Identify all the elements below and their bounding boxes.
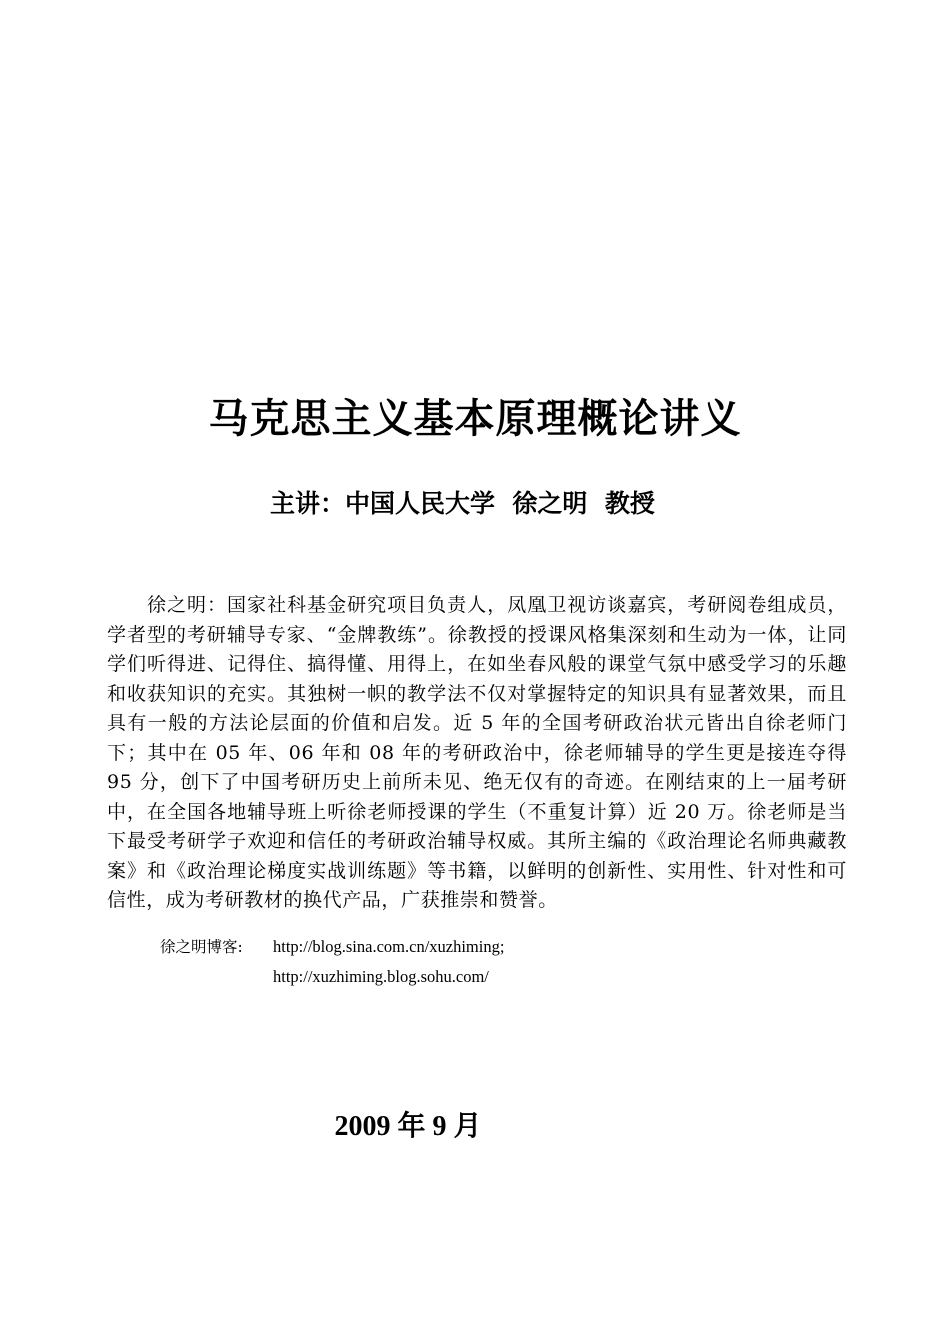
blog-label-spacer bbox=[160, 962, 273, 992]
author-bio bbox=[107, 591, 847, 916]
blog-row-1 bbox=[160, 932, 860, 962]
blog-label: 徐之明博客: bbox=[160, 938, 243, 956]
document-title: 马克思主义基本原理概论讲义 bbox=[208, 396, 742, 442]
blog-links bbox=[160, 932, 860, 992]
document-date: 2009 年 9 月 bbox=[334, 1111, 482, 1142]
blog-row-2 bbox=[160, 962, 860, 992]
author-name: 徐之明： bbox=[147, 594, 228, 616]
lecturer-line: 主讲：中国人民大学 徐之明 教授 bbox=[270, 489, 655, 518]
blog-url-sina[interactable]: http://blog.sina.com.cn/xuzhiming; bbox=[273, 937, 505, 956]
author-bio-text: 国家社科基金研究项目负责人，凤凰卫视访谈嘉宾，考研阅卷组成员，学者型的考研辅导专家、“金牌教练”。徐教授的授课风格集深刻和生动为一体，让同学们听得进、记得住、搞得懂、用得上，在如坐春风般的课堂气氛中感受学习的乐趣和收获知识的充实。其独树一帜的教学法不仅对掌握特定的知识具有显著效果，而且具有一般的方法论层面的价值和启发。近 5 年的全国考研政治状元皆出自徐老师门下；其中在 05 年、06 年和 08 年的考研政治中，徐老师辅导的学生更是接连夺得 95 分，创下了中国考研历史上前所未见、绝无仅有的奇迹。在刚结束的上一届考研中，在全国各地辅导班上听徐老师授课的学生（不重复计算）近 20 万。徐老师是当下最受考研学子欢迎和信任的考研政治辅导权威。其所主编的《政治理论名师典藏教案》和《政治理论梯度实战训练题》等书籍，以鲜明的创新性、实用性、针对性和可信性，成为考研教材的换代产品，广获推崇和赞誉。 bbox=[107, 594, 847, 911]
blog-url-sohu[interactable]: http://xuzhiming.blog.sohu.com/ bbox=[273, 967, 489, 986]
